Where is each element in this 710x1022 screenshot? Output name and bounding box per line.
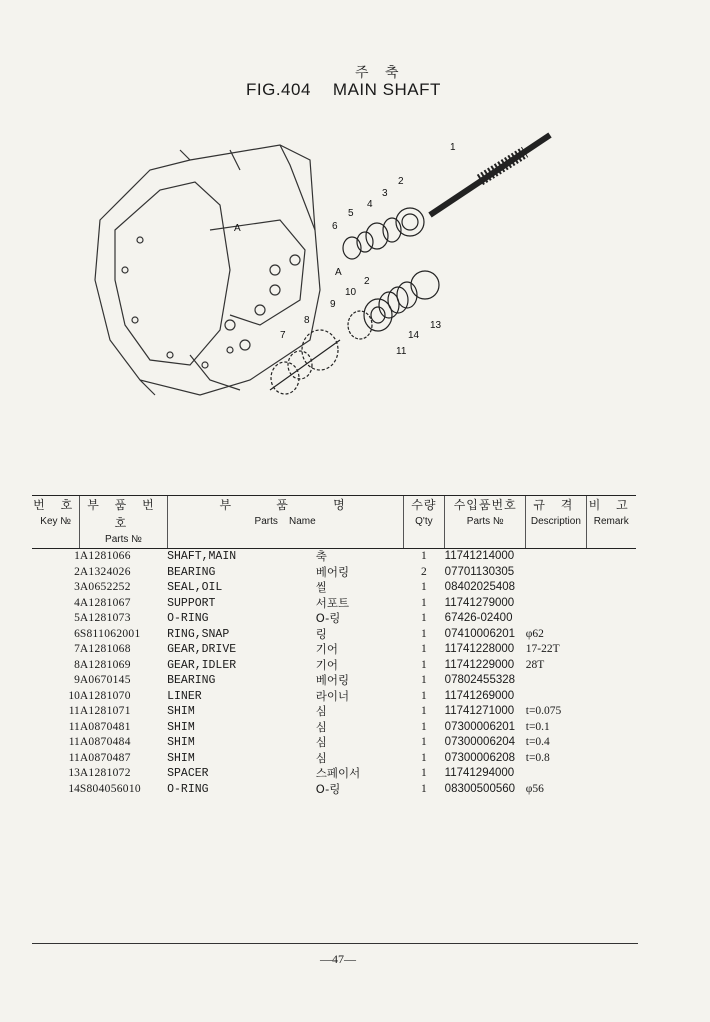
cell-remark: [586, 642, 636, 658]
header-part-number: 부 품 번 호 Parts №: [80, 496, 167, 549]
cell-imp: 08402025408: [444, 581, 516, 593]
cell-name-kr: 링: [315, 626, 327, 641]
callout-10: 10: [345, 287, 357, 298]
exploded-view-diagram: [80, 110, 560, 440]
cell-pn: A1281071: [79, 705, 131, 717]
table-row: [32, 580, 636, 596]
cell-spec: t=0.1: [525, 720, 550, 733]
cell-imp: 08300500560: [444, 782, 516, 795]
cell-name-kr: 심: [315, 735, 327, 749]
cell-remark: [586, 580, 636, 596]
cell-name: O-RING: [167, 782, 209, 796]
cell-name: SHIM: [167, 705, 195, 718]
cell-pn: A0870484: [79, 736, 131, 748]
header-key: 번 호 Key №: [32, 496, 80, 549]
cell-qty: 1: [421, 627, 427, 640]
cell-qty: 2: [421, 565, 427, 578]
cell-name-kr: 씰: [315, 580, 327, 594]
cell-qty: 1: [421, 581, 427, 593]
cell-key: 7: [74, 643, 80, 655]
cell-name: GEAR,IDLER: [167, 658, 237, 672]
cell-spec: [526, 673, 586, 689]
cell-pn: A1281072: [79, 767, 131, 779]
cell-pn: A1281069: [79, 658, 131, 671]
cell-name-kr: 기어: [315, 642, 338, 656]
cell-name-kr: 심: [315, 750, 327, 765]
cell-remark: [586, 673, 636, 689]
cell-imp: 07300006201: [444, 720, 516, 733]
cell-key: 11: [68, 705, 80, 717]
cell-pn: A0652252: [79, 581, 131, 593]
cell-name: SHIM: [167, 751, 195, 765]
table-row: [32, 766, 636, 782]
table-row: [32, 549, 636, 565]
table-row: [32, 782, 636, 798]
cell-qty: 1: [421, 596, 427, 609]
cell-pn: A1281067: [79, 596, 131, 609]
callout-1: 1: [450, 142, 456, 153]
cell-remark: [586, 751, 636, 767]
header-remark: 비 고 Remark: [586, 496, 636, 549]
cell-spec: [526, 565, 586, 581]
table-row: [32, 735, 636, 751]
table-row: [32, 673, 636, 689]
parts-table-body: [32, 549, 636, 813]
table-row: [32, 658, 636, 674]
cell-key: 5: [74, 612, 80, 624]
cell-remark: [586, 596, 636, 612]
cell-key: 1: [74, 550, 80, 562]
cell-key: 11: [68, 751, 80, 764]
cell-name: BEARING: [167, 674, 216, 687]
cell-imp: 11741294000: [444, 767, 515, 779]
cell-remark: [586, 627, 636, 643]
parts-table-header: [32, 496, 636, 549]
cell-key: 11: [68, 720, 80, 733]
cell-name: O-RING: [167, 612, 209, 625]
callout-6: 6: [332, 221, 338, 232]
cell-name-kr: 스페이서: [315, 766, 361, 780]
callout-3: 3: [382, 188, 388, 199]
cell-name: SEAL,OIL: [167, 581, 223, 594]
callout-a-left: A: [234, 223, 241, 234]
cell-spec: 28T: [525, 658, 545, 671]
cell-key: 4: [74, 596, 80, 609]
callout-9: 9: [330, 299, 336, 310]
cell-remark: [586, 782, 636, 798]
cell-qty: 1: [421, 689, 427, 702]
cell-name: SHIM: [167, 720, 195, 734]
cell-remark: [586, 689, 636, 705]
cell-name: SHIM: [167, 736, 195, 749]
cell-qty: 1: [421, 736, 427, 748]
cell-qty: 1: [421, 751, 427, 764]
cell-remark: [586, 766, 636, 782]
cell-name-kr: 심: [315, 719, 327, 734]
main-shaft-parts: [270, 135, 550, 394]
table-row: [32, 627, 636, 643]
cell-key: 2: [74, 565, 80, 578]
page-number: —47—: [320, 952, 356, 966]
table-row: [32, 565, 636, 581]
cell-pn: S804056010: [79, 782, 141, 795]
cell-remark: [586, 720, 636, 736]
cell-remark: [586, 704, 636, 720]
callout-7: 7: [280, 330, 286, 341]
title-korean: 주 축: [355, 65, 405, 81]
cell-spec: t=0.075: [525, 705, 562, 717]
table-row: [32, 704, 636, 720]
cell-name: RING,SNAP: [167, 627, 230, 641]
cell-imp: 11741229000: [444, 658, 515, 671]
header-description: 규 격 Description: [526, 496, 586, 549]
cell-spec: φ62: [525, 627, 544, 640]
cell-remark: [586, 735, 636, 751]
cell-name: SHAFT,MAIN: [167, 550, 237, 563]
cell-key: 11: [68, 736, 80, 748]
cell-imp: 07701130305: [444, 565, 515, 578]
cell-imp: 07802455328: [444, 674, 516, 686]
cell-name: GEAR,DRIVE: [167, 643, 237, 656]
callout-2: 2: [398, 176, 404, 187]
cell-pn: A1281068: [79, 643, 131, 655]
cell-imp: 11741214000: [444, 550, 515, 562]
cell-remark: [586, 549, 636, 565]
table-row: [32, 611, 636, 627]
cell-key: 9: [74, 674, 80, 686]
header-import-number: 수입품번호 Parts №: [445, 496, 526, 549]
parts-table: [32, 495, 636, 813]
table-row: [32, 596, 636, 612]
cell-pn: A1324026: [79, 565, 131, 578]
cell-qty: 1: [421, 550, 427, 562]
table-row: [32, 751, 636, 767]
cell-pn: A1281073: [79, 612, 131, 624]
cell-remark: [586, 565, 636, 581]
callout-a-right: A: [335, 267, 342, 278]
callout-labels: [234, 142, 456, 357]
cell-pn: A1281066: [79, 550, 131, 562]
cell-name-kr: 서포트: [315, 595, 350, 610]
cell-key: 13: [68, 767, 80, 779]
cell-spec: [526, 549, 586, 565]
cell-qty: 1: [421, 767, 427, 779]
cell-spec: 17-22T: [525, 643, 560, 655]
table-row: [32, 642, 636, 658]
callout-4: 4: [367, 199, 373, 210]
figure-number: FIG.404: [246, 80, 311, 99]
cell-name: BEARING: [167, 565, 216, 579]
cell-key: 8: [74, 658, 80, 671]
cell-imp: 11741279000: [444, 596, 515, 609]
cell-qty: 1: [421, 782, 427, 795]
cell-pn: A0870481: [79, 720, 131, 733]
cell-spec: [526, 611, 586, 627]
cell-qty: 1: [421, 643, 427, 655]
cell-imp: 11741271000: [444, 705, 515, 717]
cell-spec: φ56: [525, 782, 544, 795]
cell-imp: 67426-02400: [444, 612, 513, 624]
header-quantity: 수량 Q'ty: [403, 496, 445, 549]
bottom-rule: [32, 943, 638, 944]
cell-remark: [586, 611, 636, 627]
callout-14: 14: [408, 330, 420, 341]
callout-8: 8: [304, 315, 310, 326]
cell-name: LINER: [167, 689, 202, 703]
cell-pn: A1281070: [79, 689, 131, 702]
callout-11: 11: [396, 346, 407, 357]
cell-name-kr: 축: [315, 549, 327, 563]
cell-name-kr: 베어링: [315, 673, 350, 687]
cell-spec: t=0.4: [525, 736, 550, 748]
cell-key: 14: [68, 782, 80, 795]
cell-imp: 11741269000: [444, 689, 515, 702]
cell-name-kr: 라이너: [315, 688, 350, 703]
cell-remark: [586, 658, 636, 674]
cell-spec: [526, 689, 586, 705]
cell-spec: [526, 766, 586, 782]
callout-2b: 2: [364, 276, 370, 287]
cell-pn: S811062001: [79, 627, 141, 640]
cell-name-kr: O-링: [315, 611, 341, 625]
header-part-name: 부 품 명 Parts Name: [167, 496, 403, 549]
cell-imp: 11741228000: [444, 643, 515, 655]
cell-name-kr: 기어: [315, 657, 338, 672]
callout-13: 13: [430, 320, 442, 331]
transmission-housing: [95, 145, 320, 395]
cell-qty: 1: [421, 720, 427, 733]
cell-name: SPACER: [167, 767, 209, 780]
cell-qty: 1: [421, 658, 427, 671]
figure-name: MAIN SHAFT: [332, 80, 441, 99]
cell-imp: 07410006201: [444, 627, 516, 640]
cell-name: SUPPORT: [167, 596, 216, 610]
figure-title: [246, 80, 441, 100]
cell-key: 6: [74, 627, 80, 640]
cell-pn: A0870487: [79, 751, 131, 764]
cell-qty: 1: [421, 674, 427, 686]
cell-pn: A0670145: [79, 674, 131, 686]
cell-spec: t=0.8: [525, 751, 550, 764]
cell-name-kr: 베어링: [315, 564, 350, 579]
cell-qty: 1: [421, 705, 427, 717]
cell-spec: [526, 596, 586, 612]
cell-imp: 07300006204: [444, 736, 516, 748]
cell-imp: 07300006208: [444, 751, 516, 764]
cell-qty: 1: [421, 612, 427, 624]
cell-spec: [526, 580, 586, 596]
cell-name-kr: O-링: [315, 781, 341, 796]
table-row: [32, 689, 636, 705]
cell-name-kr: 심: [315, 704, 327, 718]
table-row: [32, 720, 636, 736]
cell-key: 10: [68, 689, 80, 702]
callout-5: 5: [348, 208, 354, 219]
table-filler: [32, 797, 636, 813]
cell-key: 3: [74, 581, 80, 593]
